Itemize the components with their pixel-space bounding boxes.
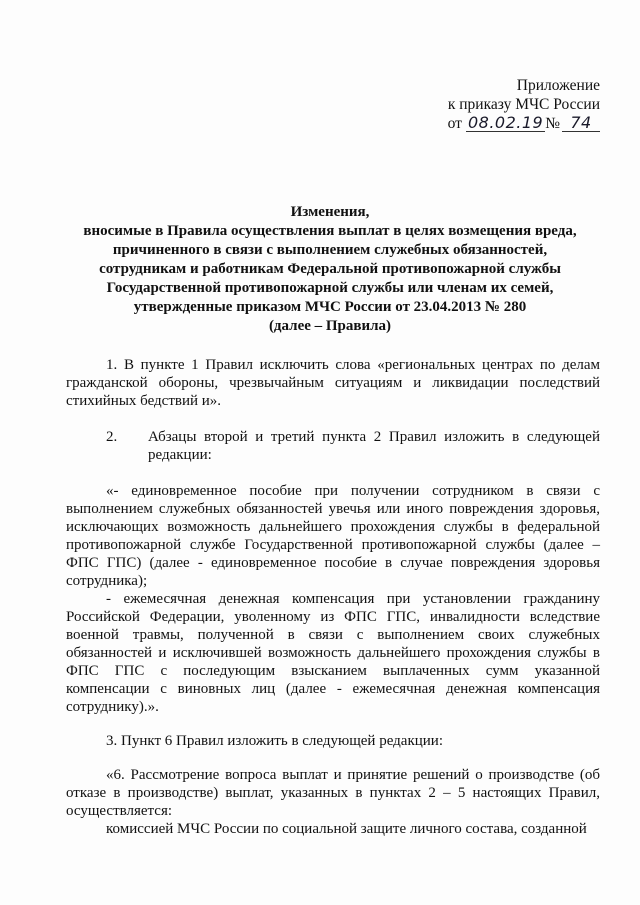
- handwritten-date: 08.02.19: [467, 113, 544, 132]
- paragraph-2-text: Абзацы второй и третий пункта 2 Правил изложить в следующей редакции:: [148, 429, 600, 463]
- paragraph-6: «6. Рассмотрение вопроса выплат и принятие решений о производстве (об отказе в производстве) выплат, указанных в пунктах 2 – 5 настоящих Правил, осуществляется:: [66, 767, 600, 819]
- number-label: №: [545, 115, 560, 132]
- title-line: утвержденные приказом МЧС России от 23.04.2013 № 280: [133, 299, 527, 315]
- attachment-label: Приложение: [516, 77, 600, 94]
- handwritten-number: 74: [562, 115, 600, 132]
- title-line: Государственной противопожарной службы или членам их семей,: [106, 280, 554, 296]
- title-line: вносимые в Правила осуществления выплат в целях возмещения вреда,: [83, 223, 577, 239]
- order-date-number: [430, 114, 600, 133]
- paragraph-2: [66, 428, 600, 464]
- title-line: причиненного в связи с выполнением служебных обязанностей,: [112, 242, 548, 258]
- document-body: [66, 356, 600, 838]
- paragraph-2-number: 2.: [106, 429, 118, 445]
- paragraph-4: - ежемесячная денежная компенсация при установлении гражданину Российской Федерации, уволенному из ФПС ГПС, инвалидности вследствие военной травмы, полученной в связи с выполнением своих служебных обязанностей и исключившей возможность дальнейшего прохождения службы в ФПС ГПС с последующим взысканием выплаченных сумм указанной компенсации с виновных лиц (далее - ежемесячная денежная компенсация сотруднику).».: [66, 591, 600, 715]
- title-line: (далее – Правила): [268, 318, 392, 334]
- paragraph-3: «- единовременное пособие при получении сотрудником в связи с выполнением служебных обязанностей увечья или иного повреждения здоровья, исключающих возможность дальнейшего прохождения службы в федеральной противопожарной службе Государственной противопожарной службы (далее – ФПС ГПС) (далее - единовременное пособие в случае повреждения здоровья сотрудника);: [66, 483, 600, 589]
- from-label: от: [447, 115, 462, 132]
- paragraph-7: комиссией МЧС России по социальной защите личного состава, созданной: [106, 821, 587, 837]
- title-line: сотрудникам и работникам Федеральной противопожарной службы: [99, 261, 561, 277]
- paragraph-5: 3. Пункт 6 Правил изложить в следующей редакции:: [106, 733, 443, 749]
- title-line: Изменения,: [290, 204, 370, 220]
- document-title: [60, 203, 600, 336]
- paragraph-1: 1. В пункте 1 Правил исключить слова «региональных центрах по делам гражданской обороны, чрезвычайным ситуациям и ликвидации последствий стихийных бедствий и».: [66, 357, 600, 409]
- order-reference: к приказу МЧС России: [447, 96, 600, 113]
- attachment-header: [430, 76, 600, 133]
